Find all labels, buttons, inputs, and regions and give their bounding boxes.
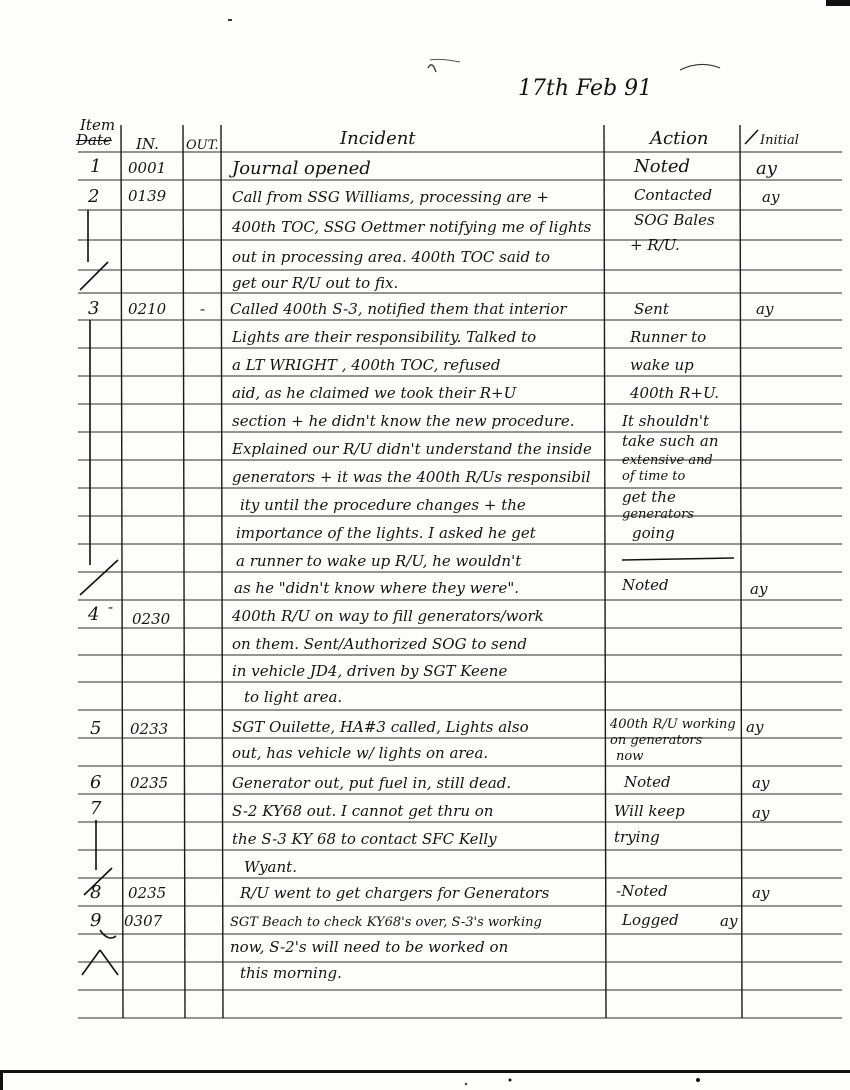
time-in: 0235 xyxy=(130,774,169,792)
column-header-item: Item xyxy=(80,116,116,134)
action-line: Logged xyxy=(622,911,679,929)
action-line: Noted xyxy=(624,773,671,791)
item-number: 8 xyxy=(90,882,102,903)
incident-line: a LT WRIGHT , 400th TOC, refused xyxy=(232,356,501,374)
action-line: It shouldn't xyxy=(622,412,709,430)
incident-line: Journal opened xyxy=(232,158,371,179)
item-number: 2 xyxy=(88,186,100,207)
action-line: Contacted xyxy=(634,186,713,204)
time-in: 0235 xyxy=(128,884,167,902)
action-line: 400th R/U working xyxy=(610,717,736,732)
incident-line: importance of the lights. I asked he get xyxy=(236,524,536,542)
item-number: 9 xyxy=(90,910,102,931)
column-header-in: IN. xyxy=(136,135,159,153)
incident-line: in vehicle JD4, driven by SGT Keene xyxy=(232,662,508,680)
action-line: Noted xyxy=(634,156,690,177)
incident-line: on them. Sent/Authorized SOG to send xyxy=(232,635,527,653)
time-in: 0307 xyxy=(124,912,163,930)
incident-line: section + he didn't know the new procedure. xyxy=(232,412,575,430)
column-header-date-struck: Date xyxy=(76,131,112,149)
time-in: 0233 xyxy=(130,720,169,738)
action-line: Sent xyxy=(634,300,669,318)
initials: ay xyxy=(746,718,764,736)
action-line: 400th R+U. xyxy=(630,384,719,402)
incident-line: generators + it was the 400th R/Us responsibil xyxy=(232,468,591,486)
incident-line: R/U went to get chargers for Generators xyxy=(240,884,550,902)
action-line: trying xyxy=(614,828,660,846)
incident-line: get our R/U out to fix. xyxy=(232,274,399,292)
incident-line: a runner to wake up R/U, he wouldn't xyxy=(236,552,522,570)
incident-line: Generator out, put fuel in, still dead. xyxy=(232,774,512,792)
item-number: 4 xyxy=(88,604,100,625)
initials: ay xyxy=(752,774,770,792)
initials: ay xyxy=(752,804,770,822)
incident-line: out in processing area. 400th TOC said to xyxy=(232,248,550,266)
incident-line: 400th TOC, SSG Oettmer notifying me of lights xyxy=(232,218,592,236)
column-header-initial: Initial xyxy=(760,133,799,148)
incident-line: 400th R/U on way to fill generators/work xyxy=(232,607,544,625)
action-line: Will keep xyxy=(614,802,685,820)
incident-line: the S-3 KY 68 to contact SFC Kelly xyxy=(232,830,497,848)
incident-line: SGT Beach to check KY68's over, S-3's working xyxy=(230,915,542,930)
incident-line: now, S-2's will need to be worked on xyxy=(230,938,509,956)
time-in: 0001 xyxy=(128,159,167,177)
column-header-out: OUT. xyxy=(186,138,219,153)
action-line: going xyxy=(632,524,675,542)
initials: ay xyxy=(756,300,774,318)
time-in: 0139 xyxy=(128,187,167,205)
column-header-action: Action xyxy=(650,128,709,149)
item-number: 3 xyxy=(88,298,100,319)
incident-line: out, has vehicle w/ lights on area. xyxy=(232,744,489,762)
action-line: + R/U. xyxy=(630,236,680,254)
incident-line: to light area. xyxy=(244,688,343,706)
incident-line: Call from SSG Williams, processing are + xyxy=(232,188,549,206)
action-line: on generators xyxy=(610,733,703,748)
column-header-incident: Incident xyxy=(340,128,416,149)
time-out: - xyxy=(108,598,114,616)
item-number: 7 xyxy=(90,798,102,819)
action-line: Runner to xyxy=(630,328,707,346)
action-line: -Noted xyxy=(616,882,668,900)
initials: ay xyxy=(750,580,768,598)
incident-line: this morning. xyxy=(240,964,342,982)
item-number: 6 xyxy=(90,772,102,793)
action-line: get the xyxy=(622,488,676,506)
incident-line: ity until the procedure changes + the xyxy=(240,496,526,514)
action-line: now xyxy=(616,749,644,764)
incident-line: Explained our R/U didn't understand the inside xyxy=(232,440,592,458)
incident-line: S-2 KY68 out. I cannot get thru on xyxy=(232,802,494,820)
journal-date: 17th Feb 91 xyxy=(518,76,653,101)
time-out: - xyxy=(200,300,206,318)
initials: ay xyxy=(720,912,738,930)
incident-line: Called 400th S-3, notified them that interior xyxy=(230,300,567,318)
action-line: extensive and xyxy=(622,453,713,468)
action-line: wake up xyxy=(630,356,694,374)
incident-line: SGT Ouilette, HA#3 called, Lights also xyxy=(232,718,529,736)
incident-line: aid, as he claimed we took their R+U xyxy=(232,384,517,402)
initials: ay xyxy=(762,188,780,206)
initials: ay xyxy=(756,158,777,179)
action-line: generators xyxy=(622,507,694,522)
action-line: SOG Bales xyxy=(634,211,715,229)
incident-line: Lights are their responsibility. Talked to xyxy=(232,328,537,346)
initials: ay xyxy=(752,884,770,902)
action-line: Noted xyxy=(622,576,669,594)
incident-line: Wyant. xyxy=(244,858,297,876)
action-line: take such an xyxy=(622,432,719,450)
time-in: 0230 xyxy=(132,610,171,628)
incident-line: as he "didn't know where they were". xyxy=(234,579,520,597)
item-number: 5 xyxy=(90,718,102,739)
time-in: 0210 xyxy=(128,300,167,318)
item-number: 1 xyxy=(90,156,102,177)
action-line: of time to xyxy=(622,469,686,484)
